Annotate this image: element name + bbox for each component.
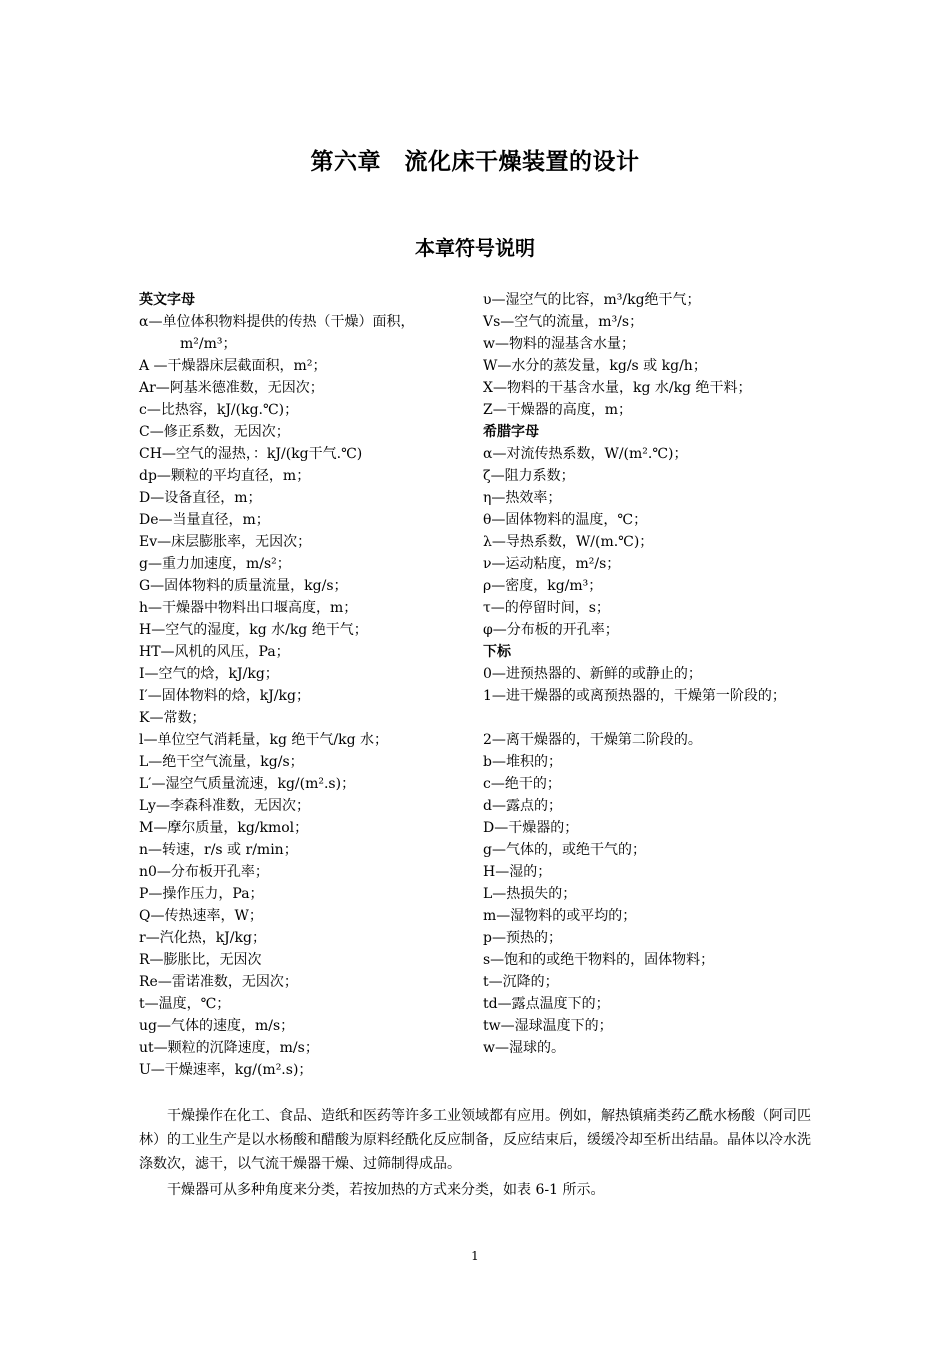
subscript-entry: s—饱和的或绝干物料的，固体物料； xyxy=(483,952,715,968)
subscript-entry: td—露点温度下的； xyxy=(483,996,610,1012)
symbol-entry: H—空气的湿度，kg 水/kg 绝干气； xyxy=(139,622,368,638)
symbol-entry: De—当量直径，m； xyxy=(139,512,270,528)
body-paragraph xyxy=(139,1178,811,1202)
greek-symbol-entry: ν—运动粘度，m²/s； xyxy=(483,556,621,572)
symbol-entry: Re—雷诺准数，无因次； xyxy=(139,974,298,990)
greek-symbol-entry: φ—分布板的开孔率； xyxy=(483,622,619,638)
subscript-entry: 2—离干燥器的，干燥第二阶段的。 xyxy=(483,732,702,748)
symbol-entry: ut—颗粒的沉降速度，m/s； xyxy=(139,1040,319,1056)
symbol-entry: Ar—阿基米德准数，无因次； xyxy=(139,380,324,396)
symbol-entry: HT—风机的风压，Pa； xyxy=(139,644,290,660)
subscript-entry: 0—进预热器的、新鲜的或静止的； xyxy=(483,666,702,682)
greek-letters-heading: 希腊字母 xyxy=(483,424,539,440)
symbol-entry: g—重力加速度，m/s²； xyxy=(139,556,291,572)
symbol-entry: D—设备直径，m； xyxy=(139,490,262,506)
symbol-entry: dp—颗粒的平均直径，m； xyxy=(139,468,311,484)
greek-symbol-entry: α—对流传热系数，W/(m².℃)； xyxy=(483,446,688,462)
symbol-entry: C—修正系数，无因次； xyxy=(139,424,290,440)
english-letters-heading: 英文字母 xyxy=(139,292,195,308)
symbol-list-right xyxy=(483,289,823,1059)
symbol-entry: w—物料的湿基含水量； xyxy=(483,336,635,352)
symbol-entry: M—摩尔质量，kg/kmol； xyxy=(139,820,309,836)
symbol-entry: n—转速，r/s 或 r/min； xyxy=(139,842,298,858)
symbol-entry: CH—空气的湿热，：kJ/(kg干气.℃) xyxy=(139,446,363,462)
symbol-entry: t—温度，℃； xyxy=(139,996,231,1012)
symbol-entry: G—固体物料的质量流量，kg/s； xyxy=(139,578,348,594)
symbol-entry: P—操作压力，Pa； xyxy=(139,886,264,902)
greek-symbol-entry: θ—固体物料的温度，℃； xyxy=(483,512,648,528)
subscript-entry: w—湿球的。 xyxy=(483,1040,565,1056)
subscript-entry: p—预热的； xyxy=(483,930,562,946)
symbol-entry: A —干燥器床层截面积，m²； xyxy=(139,358,327,374)
symbol-entry: I′—固体物料的焓，kJ/kg； xyxy=(139,688,310,704)
paragraph-text: 干燥操作在化工、食品、造纸和医药等许多工业领域都有应用。例如，解热镇痛类药乙酰水杨酸（阿司匹林）的工业生产是以水杨酸和醋酸为原料经酰化反应制备，反应结束后，缓缓冷却至析出结晶。晶体以冷水洗涤数次，滤干，以气流干燥器干燥、过筛制得成品。 xyxy=(139,1108,811,1172)
symbol-entry: L′—湿空气质量流速，kg/(m².s)； xyxy=(139,776,356,792)
symbol-entry: R—膨胀比，无因次 xyxy=(139,952,262,968)
symbol-entry: Q—传热速率，W； xyxy=(139,908,263,924)
symbol-entry: n0—分布板开孔率； xyxy=(139,864,269,880)
greek-symbol-entry: λ—导热系数，W/(m.℃)； xyxy=(483,534,654,550)
paragraph-text: 干燥器可从多种角度来分类，若按加热的方式来分类，如表 6-1 所示。 xyxy=(167,1182,605,1198)
symbol-entry: U—干燥速率，kg/(m².s)； xyxy=(139,1062,313,1078)
subscript-entry: c—绝干的； xyxy=(483,776,561,792)
subscript-entry: L—热损失的； xyxy=(483,886,577,902)
symbol-entry: K—常数； xyxy=(139,710,206,726)
subscript-entry: t—沉降的； xyxy=(483,974,559,990)
symbol-entry: Ly—李森科准数，无因次； xyxy=(139,798,310,814)
greek-symbol-entry: ζ—阻力系数； xyxy=(483,468,575,484)
greek-symbol-entry: τ—的停留时间，s； xyxy=(483,600,610,616)
symbol-list-left xyxy=(139,289,479,1081)
symbol-entry: h—干燥器中物料出口堰高度，m； xyxy=(139,600,358,616)
symbol-entry: r—汽化热，kJ/kg； xyxy=(139,930,266,946)
symbol-entry: c—比热容，kJ/(kg.℃)； xyxy=(139,402,299,418)
subscript-entry: b—堆积的； xyxy=(483,754,562,770)
greek-symbol-entry: η—热效率； xyxy=(483,490,562,506)
subscript-entry: 1—进干燥器的或离预热器的，干燥第一阶段的； xyxy=(483,688,786,704)
subscript-entry: H—湿的； xyxy=(483,864,552,880)
symbol-entry: l—单位空气消耗量，kg 绝干气/kg 水； xyxy=(139,732,388,748)
subscripts-heading: 下标 xyxy=(483,644,511,660)
chapter-title: 第六章 流化床干燥装置的设计 xyxy=(310,149,640,175)
symbol-entry: W—水分的蒸发量，kg/s 或 kg/h； xyxy=(483,358,707,374)
symbol-entry: α—单位体积物料提供的传热（干燥）面积， xyxy=(139,314,415,330)
symbol-entry: ug—气体的速度，m/s； xyxy=(139,1018,295,1034)
section-title: 本章符号说明 xyxy=(415,236,535,260)
subscript-entry: tw—湿球温度下的； xyxy=(483,1018,613,1034)
symbol-entry-continuation: m²/m³； xyxy=(180,336,237,352)
greek-symbol-entry: ρ—密度，kg/m³； xyxy=(483,578,603,594)
body-paragraph xyxy=(139,1104,811,1176)
symbol-entry: Vs—空气的流量，m³/s； xyxy=(483,314,644,330)
subscript-entry: m—湿物料的或平均的； xyxy=(483,908,637,924)
symbol-entry: υ—湿空气的比容，m³/kg绝干气； xyxy=(483,292,701,308)
page-number: 1 xyxy=(471,1249,479,1263)
symbol-entry: Z—干燥器的高度，m； xyxy=(483,402,633,418)
subscript-entry: D—干燥器的； xyxy=(483,820,579,836)
symbol-entry: Ev—床层膨胀率，无因次； xyxy=(139,534,312,550)
subscript-entry: d—露点的； xyxy=(483,798,562,814)
symbol-entry: I—空气的焓，kJ/kg； xyxy=(139,666,279,682)
symbol-entry: X—物料的干基含水量，kg 水/kg 绝干料； xyxy=(483,380,752,396)
subscript-entry: g—气体的，或绝干气的； xyxy=(483,842,646,858)
symbol-entry: L—绝干空气流量，kg/s； xyxy=(139,754,304,770)
